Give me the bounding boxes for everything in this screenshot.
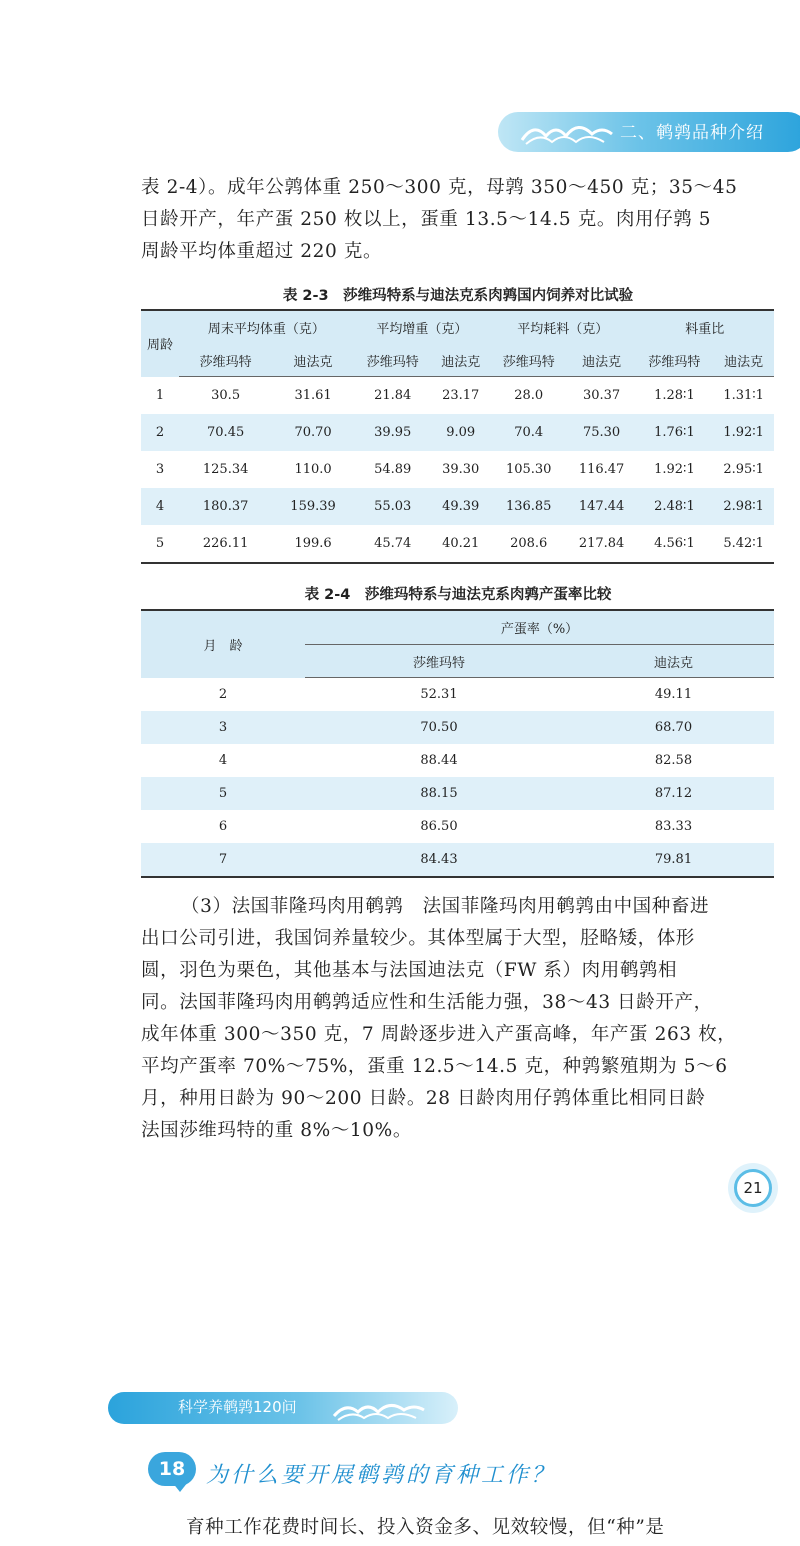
body-paragraph [141,891,775,1147]
sub-header: 莎维玛特 [636,344,714,377]
cell: 7 [141,843,305,877]
group-header: 平均耗料（克） [490,310,636,344]
cell: 54.89 [374,462,412,477]
table-2-3-caption: 表 2-3 莎维玛特系与迪法克系肉鹑国内饲养对比试验 [282,288,634,304]
group-header: 产蛋率（%） [305,610,774,645]
table-row [141,810,774,843]
cell: 23.17 [442,388,480,403]
cell: 2 [218,686,228,702]
group-header: 平均增重（克） [354,310,490,344]
question-first-line: 育种工作花费时间长、投入资金多、见效较慢，但“种”是 [186,1517,665,1538]
cell: 208.6 [490,525,568,563]
sub-header: 莎维玛特 [305,645,573,678]
cell: 3 [141,711,305,744]
table-row [141,843,774,877]
cell: 1.31∶1 [723,388,764,403]
cell: 21.84 [374,388,412,403]
body-line: 平均产蛋率 70%～75%，蛋重 12.5～14.5 克，种鹑繁殖期为 5～6 [141,1056,728,1077]
table-row [141,377,774,415]
cell: 31.61 [294,388,332,403]
cell: 39.30 [442,462,480,477]
table-2-4 [141,609,774,878]
sub-header: 迪法克 [573,645,774,678]
cell: 79.81 [573,843,774,877]
table-2-3 [141,309,774,564]
cell: 30.5 [211,388,241,403]
sub-header: 迪法克 [432,344,490,377]
cell: 105.30 [505,462,552,477]
cell: 49.11 [654,687,693,702]
cell: 6 [218,819,228,834]
intro-paragraph [141,172,775,268]
table-row [141,488,774,525]
body-line: 法国莎维玛特的重 8%～10%。 [141,1120,412,1141]
cell: 1 [155,387,165,403]
table-row [141,451,774,488]
page-number: 21 [734,1169,772,1207]
body-line: 同。法国菲隆玛肉用鹌鹑适应性和生活能力强，38～43 日龄开产， [141,992,713,1013]
body-line: 圆，羽色为栗色，其他基本与法国迪法克（FW 系）肉用鹌鹑相 [141,960,678,981]
cell: 217.84 [568,525,636,563]
cell: 2.95∶1 [723,462,764,477]
sub-header: 迪法克 [568,344,636,377]
cell: 1.28∶1 [654,388,695,403]
body-line: 月，种用日龄为 90～200 日龄。28 日龄肉用仔鹑体重比相同日龄 [141,1088,706,1109]
body-line: （3）法国菲隆玛肉用鹌鹑 法国菲隆玛肉用鹌鹑由中国种畜进 [181,896,710,917]
cell: 4 [141,488,179,525]
intro-line: 表 2-4）。成年公鹑体重 250～300 克，母鹑 350～450 克；35～45 [141,177,738,198]
sub-header: 迪法克 [272,344,354,377]
cell: 83.33 [654,819,693,834]
col-month-header: 月 龄 [141,610,305,678]
cell: 86.50 [420,819,458,834]
cell: 2.48∶1 [636,488,714,525]
cell: 49.39 [432,488,490,525]
cell: 116.47 [578,462,625,477]
group-header: 周末平均体重（克） [179,310,354,344]
cell: 2 [141,414,179,451]
cell: 84.43 [305,843,573,877]
cell: 147.44 [568,488,636,525]
question-title: 为什么要开展鹌鹑的育种工作？ [206,1463,557,1488]
sub-header: 莎维玛特 [354,344,432,377]
cell: 75.30 [568,414,636,451]
cell: 4.56∶1 [636,525,714,563]
cell: 110.0 [294,462,332,477]
intro-line: 日龄开产，年产蛋 250 枚以上，蛋重 13.5～14.5 克。肉用仔鹑 5 [141,209,712,230]
group-header: 料重比 [636,310,774,344]
table-2-4-caption: 表 2-4 莎维玛特系与迪法克系肉鹑产蛋率比较 [304,587,612,603]
cell: 180.37 [179,488,272,525]
table-row [141,711,774,744]
section-title: 二、鹌鹑品种介绍 [620,123,764,143]
cell: 226.11 [179,525,272,563]
cell: 136.85 [490,488,568,525]
cell: 5 [141,525,179,563]
table-row [141,678,774,712]
cell: 82.58 [654,753,693,768]
cell: 70.70 [272,414,354,451]
cell: 1.92∶1 [713,414,774,451]
cell: 9.09 [432,414,490,451]
col-week-header: 周龄 [141,310,179,377]
table-row [141,414,774,451]
cell: 3 [155,462,165,477]
cell: 88.44 [420,753,458,768]
cell: 28.0 [514,388,544,403]
cell: 1.92∶1 [654,462,695,477]
intro-line: 周龄平均体重超过 220 克。 [141,241,383,262]
sub-header: 莎维玛特 [490,344,568,377]
table-row [141,744,774,777]
table-row [141,777,774,810]
cell: 68.70 [573,711,774,744]
cell: 1.76∶1 [636,414,714,451]
cell: 88.15 [305,777,573,810]
table-row [141,525,774,563]
cell: 199.6 [272,525,354,563]
body-line: 出口公司引进，我国饲养量较少。其体型属于大型，胫略矮，体形 [141,928,695,949]
cell: 159.39 [272,488,354,525]
body-line: 成年体重 300～350 克，7 周龄逐步进入产蛋高峰，年产蛋 263 枚， [141,1024,737,1045]
cell: 2.98∶1 [713,488,774,525]
cell: 40.21 [432,525,490,563]
cell: 4 [218,753,228,768]
cell: 87.12 [573,777,774,810]
cell: 55.03 [354,488,432,525]
cell: 5.42∶1 [713,525,774,563]
sub-header: 迪法克 [713,344,774,377]
cell: 70.45 [179,414,272,451]
cell: 52.31 [420,687,458,702]
cell: 45.74 [354,525,432,563]
cell: 39.95 [354,414,432,451]
question-number-badge: 18 [148,1452,196,1486]
cell: 70.4 [490,414,568,451]
book-title: 科学养鹌鹑120问 [178,1398,297,1416]
cell: 125.34 [202,462,249,477]
wave-icon [332,1398,427,1422]
cell: 30.37 [582,388,621,403]
cell: 5 [141,777,305,810]
wave-icon [520,118,615,146]
cell: 70.50 [305,711,573,744]
sub-header: 莎维玛特 [179,344,272,377]
